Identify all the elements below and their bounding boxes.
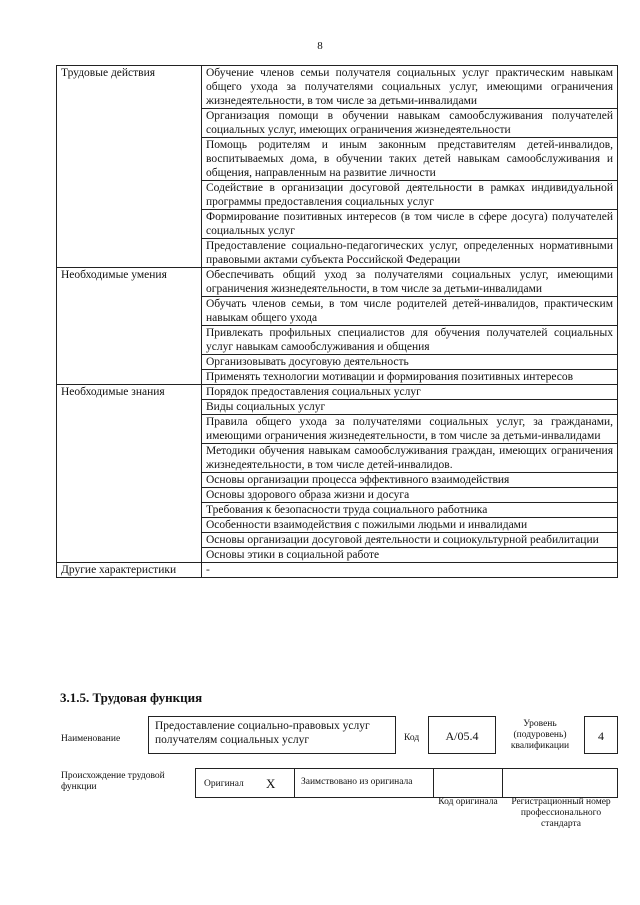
row-label-cell [57,518,202,533]
group-label: Необходимые знания [61,386,165,398]
requirement-item: Обучать членов семьи, в том числе родителей детей-инвалидов, практическим навыкам общего ухода [202,297,618,326]
row-label-cell [57,109,202,138]
row-label-cell [57,210,202,239]
row-label-cell [57,385,202,400]
row-label-cell [57,473,202,488]
function-code-value: А/05.4 [445,729,479,743]
requirement-item: Применять технологии мотивации и формирования позитивных интересов [202,370,618,385]
row-label-cell [57,488,202,503]
level-label: Уровень (подуровень) квалификации [510,719,570,751]
requirement-item: Виды социальных услуг [202,400,618,415]
level-box [584,716,618,754]
requirement-item: Организация помощи в обучении навыкам самообслуживания получателей социальных услуг, имеющих ограничения жизнедеятельности [202,109,618,138]
origin-label: Происхождение трудовой функции [61,771,165,792]
row-label-cell [57,563,202,578]
row-label-cell [57,355,202,370]
requirement-item: Содействие в организации досуговой деятельности в рамках индивидуальной программы предоставления социальных услуг [202,181,618,210]
code-label: Код [404,733,420,743]
original-label: Оригинал [204,779,244,789]
requirement-item: - [202,563,618,578]
original-mark: X [266,776,276,791]
row-label-cell [57,400,202,415]
requirement-item: Помощь родителям и иным законным представителям детей-инвалидов, воспитываемых дома, в обучении таких детей навыкам самообслуживания и общения, направленным на развитие личности [202,138,618,181]
group-label: Другие характеристики [61,564,177,576]
requirement-item: Порядок предоставления социальных услуг [202,385,618,400]
requirement-item: Методики обучения навыкам самообслуживания граждан, имеющих ограничения жизнедеятельности, в том числе детей-инвалидов. [202,444,618,473]
borrowed-cell [294,768,434,798]
row-label-cell [57,444,202,473]
requirement-item: Основы этики в социальной работе [202,548,618,563]
requirement-item: Формирование позитивных интересов (в том числе в сфере досуга) получателей социальных услуг [202,210,618,239]
row-label-cell [57,297,202,326]
row-label-cell [57,503,202,518]
level-value: 4 [598,729,604,743]
requirement-item: Основы здорового образа жизни и досуга [202,488,618,503]
row-label-cell [57,181,202,210]
job-requirements-table [56,65,618,578]
row-label-cell [57,66,202,109]
group-label: Трудовые действия [61,67,156,79]
requirement-item: Правила общего ухода за получателями социальных услуг, за гражданами, имеющими ограничения жизнедеятельности, в том числе за детьми-инвалидами [202,415,618,444]
function-name-box [148,716,396,754]
requirement-item: Предоставление социально-педагогических услуг, определенных нормативными правовыми актами субъекта Российской Федерации [202,239,618,268]
requirement-item: Обучение членов семьи получателя социальных услуг практическим навыкам общего ухода за получателями социальных услуг, имеющими ограничения жизнедеятельности, в том числе за детьми-инвалидами [202,66,618,109]
requirement-item: Основы организации процесса эффективного взаимодействия [202,473,618,488]
group-label: Необходимые умения [61,269,167,281]
registration-number-cell [502,768,618,798]
requirement-item: Особенности взаимодействия с пожилыми людьми и инвалидами [202,518,618,533]
original-cell [195,768,295,798]
section-title: 3.1.5. Трудовая функция [60,690,203,705]
row-label-cell [57,268,202,297]
function-code-box [428,716,496,754]
requirement-item: Организовывать досуговую деятельность [202,355,618,370]
code-caption: Код оригинала [438,797,498,807]
original-code-cell [433,768,503,798]
requirement-item: Требования к безопасности труда социального работника [202,503,618,518]
row-label-cell [57,533,202,548]
name-label: Наименование [61,734,121,744]
page-number: 8 [317,40,323,52]
borrowed-label: Заимствовано из оригинала [301,777,413,787]
row-label-cell [57,239,202,268]
row-label-cell [57,415,202,444]
row-label-cell [57,138,202,181]
function-name-value: Предоставление социально-правовых услуг получателям социальных услуг [155,720,370,746]
requirement-item: Основы организации досуговой деятельности и социокультурной реабилитации [202,533,618,548]
requirement-item: Обеспечивать общий уход за получателями социальных услуг, имеющими ограничения жизнедеятельности, в том числе за детьми-инвалидами [202,268,618,297]
row-label-cell [57,326,202,355]
row-label-cell [57,548,202,563]
registration-caption: Регистрационный номер профессионального стандарта [511,797,611,829]
row-label-cell [57,370,202,385]
requirement-item: Привлекать профильных специалистов для обучения получателей социальных услуг навыкам самообслуживания и общения [202,326,618,355]
